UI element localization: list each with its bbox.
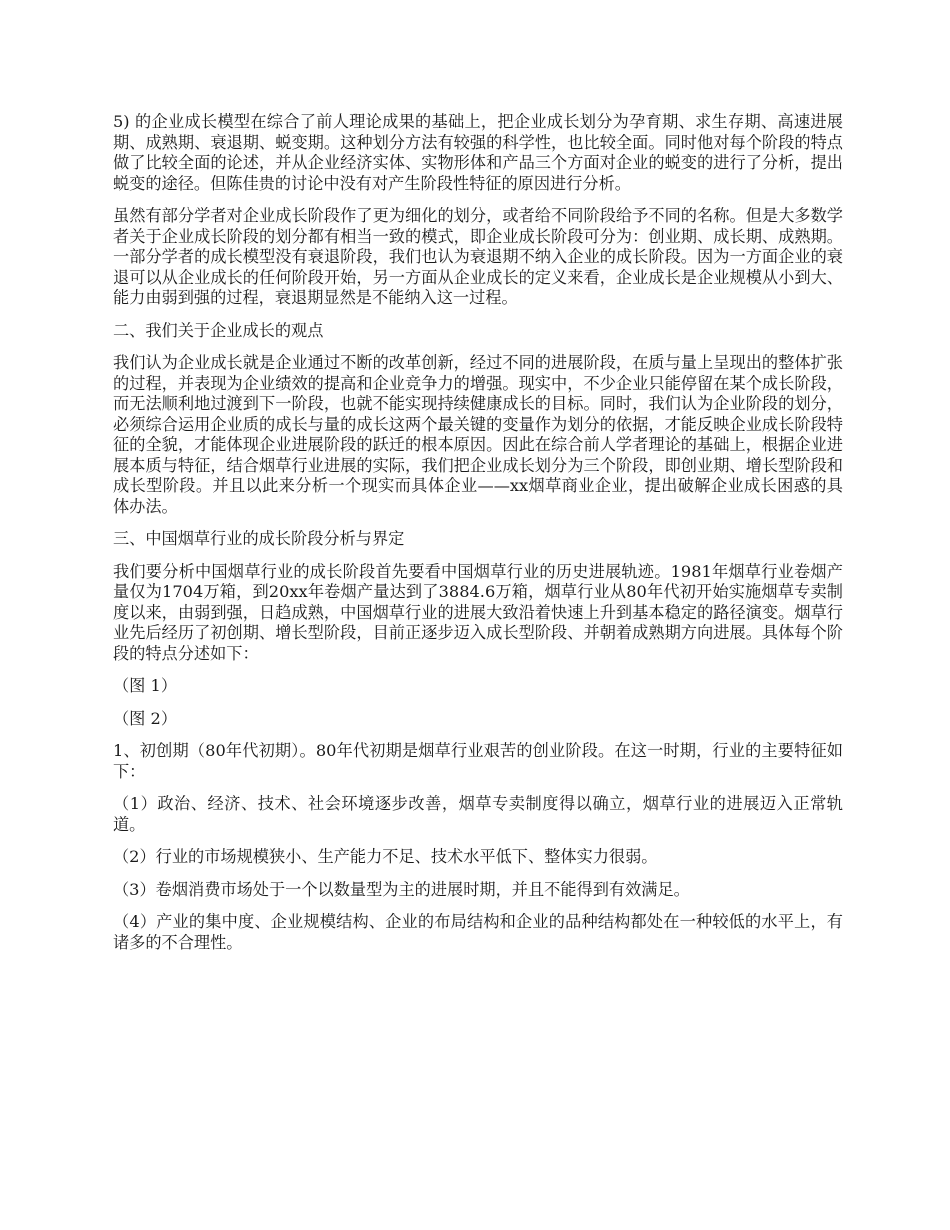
section-heading-3: 三、中国烟草行业的成长阶段分析与界定 (113, 529, 405, 548)
figure-reference-1: （图 1） (113, 676, 178, 695)
list-item-1: （1）政治、经济、技术、社会环境逐步改善，烟草专卖制度得以确立，烟草行业的进展迈入正常轨道。 (113, 794, 843, 834)
figure-reference-2: （图 2） (113, 708, 178, 728)
section-heading-2: 二、我们关于企业成长的观点 (113, 320, 324, 340)
list-item-4: （4）产业的集中度、企业规模结构、企业的布局结构和企业的品种结构都处在一种较低的水平上，有诸多的不合理性。 (113, 912, 843, 952)
paragraph-startup-stage: 1、初创期（80年代初期）。80年代初期是烟草行业艰苦的创业阶段。在这一时期，行业的主要特征如下： (113, 741, 843, 781)
paragraph-growth-model: 5) 的企业成长模型在综合了前人理论成果的基础上，把企业成长划分为孕育期、求生存期、高速进展期、成熟期、衰退期、蜕变期。这种划分方法有较强的科学性，也比较全面。同时他对每个阶段的特点做了比较全面的论述，并从企业经济实体、实物形体和产品三个方面对企业的蜕变的进行了分析，提出蜕变的途径。但陈佳贵的讨论中没有对产生阶段性特征的原因进行分析。 (113, 112, 843, 193)
paragraph-growth-stages: 虽然有部分学者对企业成长阶段作了更为细化的划分，或者给不同阶段给予不同的名称。但是大多数学者关于企业成长阶段的划分都有相当一致的模式，即企业成长阶段可分为：创业期、成长期、成熟期。一部分学者的成长模型没有衰退阶段，我们也认为衰退期不纳入企业的成长阶段。因为一方面企业的衰退可以从企业成长的任何阶段开始，另一方面从企业成长的定义来看，企业成长是企业规模从小到大、能力由弱到强的过程，衰退期显然是不能纳入这一过程。 (113, 206, 843, 307)
paragraph-our-view: 我们认为企业成长就是企业通过不断的改革创新，经过不同的进展阶段，在质与量上呈现出的整体扩张的过程，并表现为企业绩效的提高和企业竞争力的增强。现实中，不少企业只能停留在某个成长阶段，而无法顺利地过渡到下一阶段，也就不能实现持续健康成长的目标。同时，我们认为企业阶段的划分，必须综合运用企业质的成长与量的成长这两个最关键的变量作为划分的依据，才能反映企业成长阶段特征的全貌，才能体现企业进展阶段的跃迁的根本原因。因此在综合前人学者理论的基础上，根据企业进展本质与特征，结合烟草行业进展的实际，我们把企业成长划分为三个阶段，即创业期、增长型阶段和成长型阶段。并且以此来分析一个现实而具体企业——xx烟草商业企业，提出破解企业成长困惑的具体办法。 (113, 353, 843, 516)
document-page (113, 112, 843, 965)
list-item-3: （3）卷烟消费市场处于一个以数量型为主的进展时期，并且不能得到有效满足。 (113, 879, 690, 899)
paragraph-tobacco-history: 我们要分析中国烟草行业的成长阶段首先要看中国烟草行业的历史进展轨迹。1981年烟草行业卷烟产量仅为1704万箱，到20xx年卷烟产量达到了3884.6万箱，烟草行业从80年代初开始实施烟草专卖制度以来，由弱到强，日趋成熟，中国烟草行业的进展大致沿着快速上升到基本稳定的路径演变。烟草行业先后经历了初创期、增长型阶段，目前正逐步迈入成长型阶段、并朝着成熟期方向进展。具体每个阶段的特点分述如下： (113, 561, 843, 663)
list-item-2: （2）行业的市场规模狭小、生产能力不足、技术水平低下、整体实力很弱。 (113, 847, 658, 866)
